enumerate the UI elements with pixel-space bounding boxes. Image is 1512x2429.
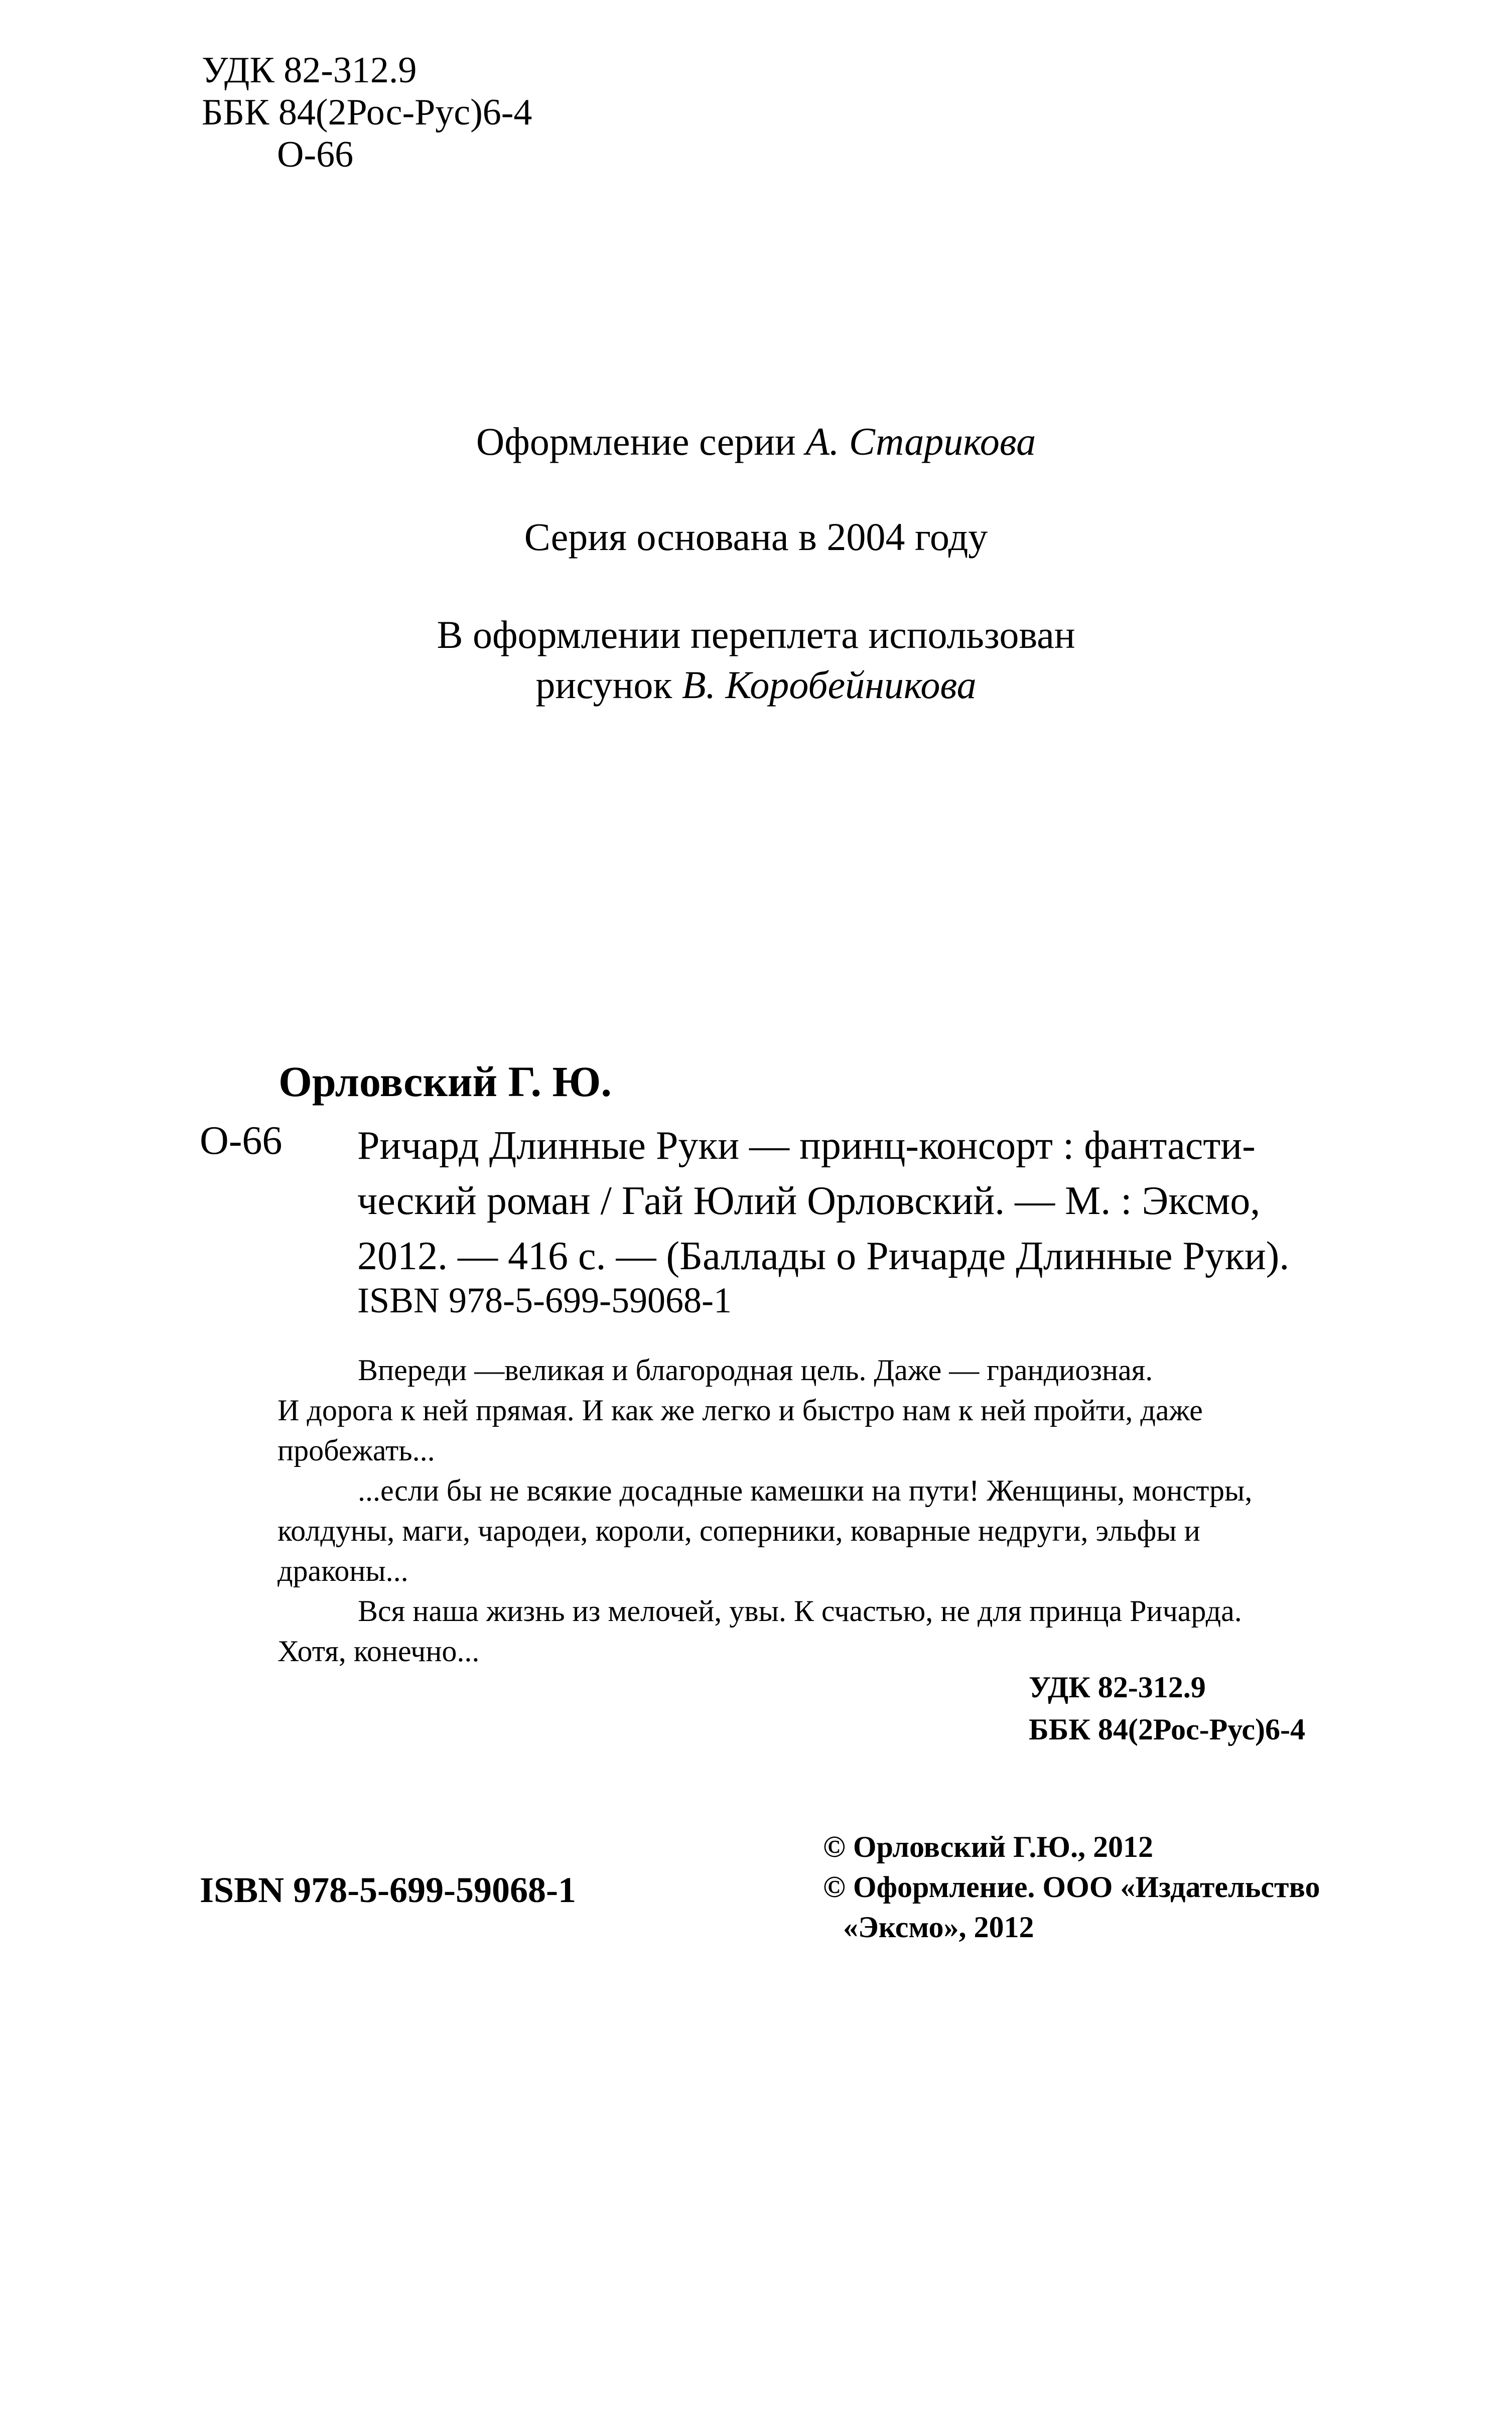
catalog-code: О-66: [277, 134, 354, 175]
cover-artist-name: В. Коробейникова: [681, 663, 977, 707]
copyright-block: [823, 1827, 1320, 1947]
bbk-code-bottom: ББК 84(2Рос-Рус)6-4: [1029, 1713, 1305, 1746]
bbk-code: ББК 84(2Рос-Рус)6-4: [202, 92, 532, 133]
annotation: [278, 1350, 1351, 1671]
annotation-line: Хотя, конечно...: [278, 1635, 480, 1668]
annotation-line: И дорога к ней прямая. И как же легко и быстро нам к ней пройти, даже: [278, 1394, 1203, 1427]
cover-credit-line2: [0, 662, 1512, 708]
record-isbn: ISBN 978-5-699-59068-1: [357, 1280, 732, 1320]
annotation-line: ...если бы не всякие досадные камешки на пути! Женщины, монстры,: [358, 1474, 1253, 1507]
record-line: Ричард Длинные Руки — принц-консорт : фантасти-: [357, 1124, 1256, 1168]
record-line: 2012. — 416 с. — (Баллады о Ричарде Длинные Руки).: [357, 1234, 1290, 1278]
annotation-line: колдуны, маги, чародеи, короли, соперники, коварные недруги, эльфы и: [278, 1514, 1200, 1547]
annotation-line: драконы...: [278, 1554, 408, 1587]
series-design-name: А. Старикова: [805, 420, 1036, 463]
annotation-paragraph: [278, 1470, 1351, 1591]
udk-code-bottom: УДК 82-312.9: [1029, 1671, 1206, 1704]
annotation-paragraph: [278, 1350, 1351, 1470]
cover-credit-line1: В оформлении переплета использован: [437, 613, 1075, 656]
isbn-bottom: ISBN 978-5-699-59068-1: [200, 1870, 576, 1910]
series-design-label: Оформление серии: [476, 420, 806, 463]
cover-credit-label: рисунок: [535, 663, 682, 707]
copyright-design: © Оформление. ООО «Издательство: [823, 1870, 1320, 1904]
annotation-paragraph: [278, 1591, 1351, 1671]
record-description: [357, 1118, 1351, 1284]
bottom-classification-codes: [1029, 1666, 1305, 1750]
annotation-line: Впереди —великая и благородная цель. Даже — грандиозная.: [358, 1354, 1153, 1387]
record-line: ческий роман / Гай Юлий Орловский. — М. : Эксмо,: [357, 1179, 1261, 1223]
top-classification-codes: [202, 49, 532, 176]
annotation-line: пробежать...: [278, 1434, 435, 1467]
copyright-publisher: «Эксмо», 2012: [843, 1911, 1034, 1944]
udk-code: УДК 82-312.9: [202, 50, 417, 91]
record-code: О-66: [200, 1119, 283, 1163]
record-author: Орловский Г. Ю.: [279, 1057, 612, 1106]
series-founded: Серия основана в 2004 году: [524, 515, 988, 559]
copyright-author: © Орловский Г.Ю., 2012: [823, 1830, 1153, 1863]
annotation-line: Вся наша жизнь из мелочей, увы. К счастью, не для принца Ричарда.: [358, 1594, 1242, 1628]
series-design-credit: [0, 419, 1512, 464]
